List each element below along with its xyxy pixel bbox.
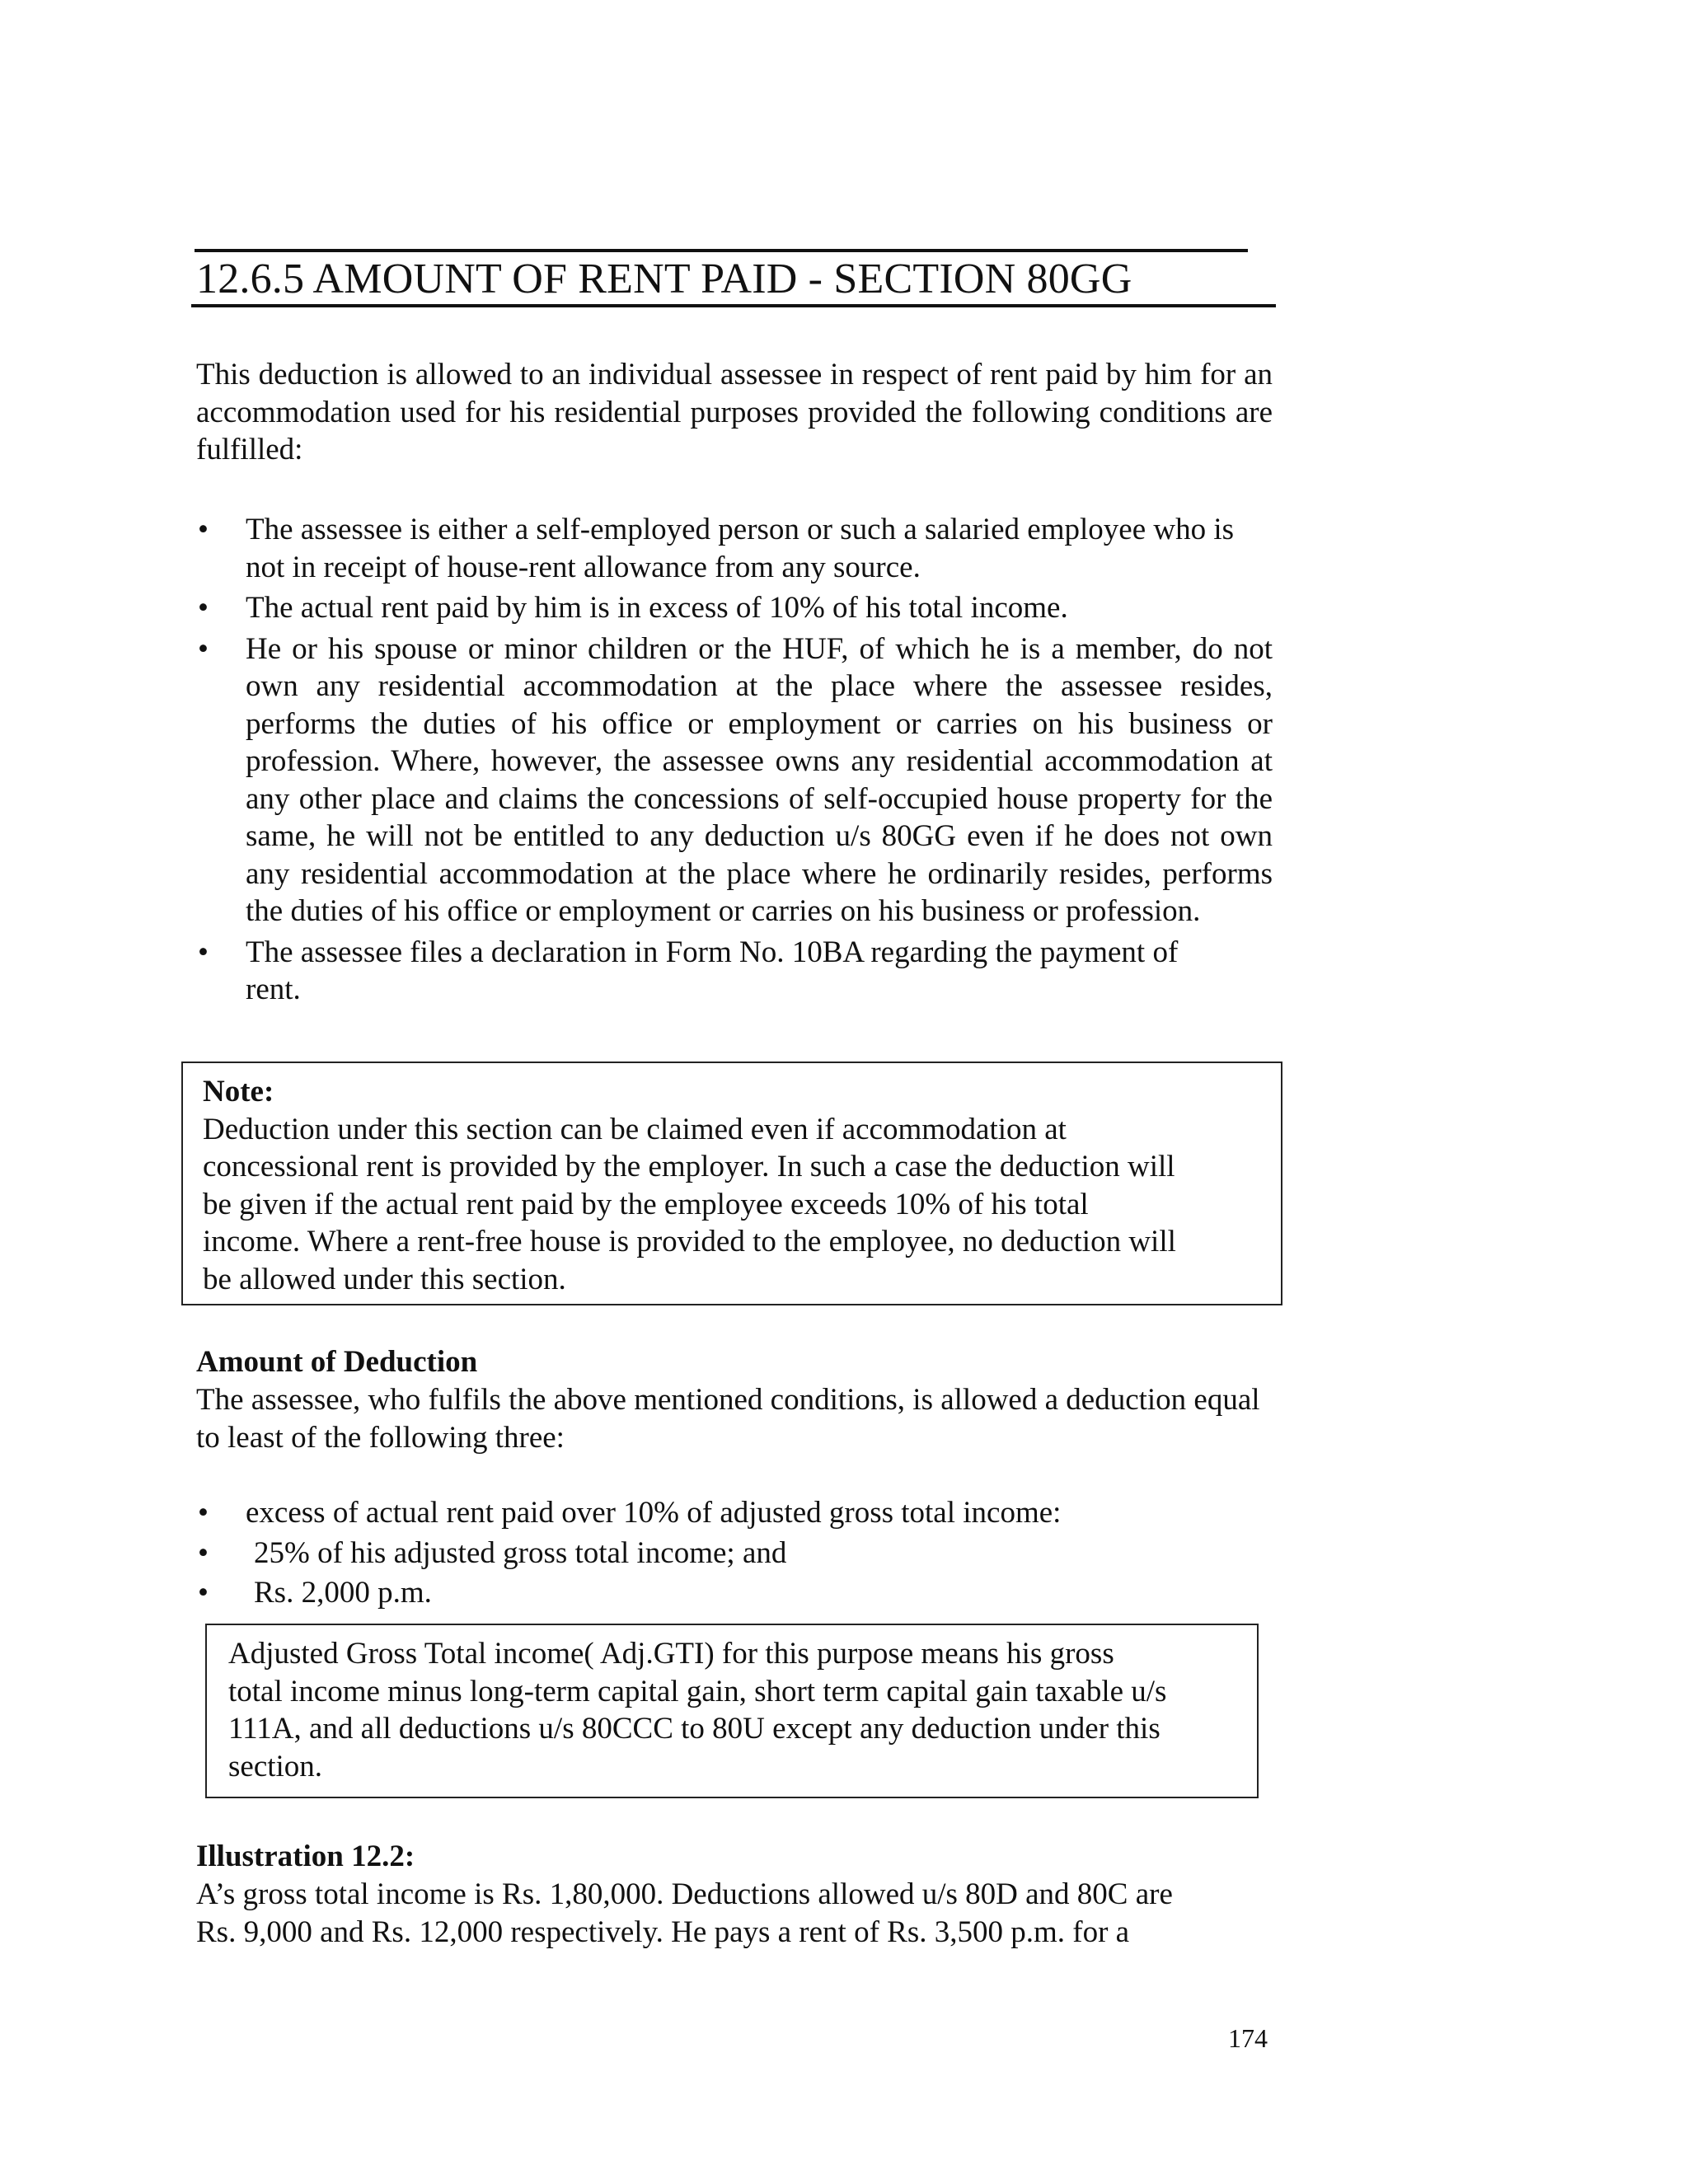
illustration-body <box>196 1876 1273 1951</box>
condition-text: The actual rent paid by him is in excess of 10% of his total income. <box>246 591 1068 625</box>
amount-of-deduction-intro: The assessee, who fulfils the above mentioned conditions, is allowed a deduction equal to least of the following three: <box>196 1383 1260 1455</box>
heading-rule-top <box>195 249 1248 252</box>
bullet-icon: • <box>198 591 209 625</box>
section-heading: 12.6.5 AMOUNT OF RENT PAID - SECTION 80GG <box>196 255 1132 302</box>
amount-of-deduction-title: Amount of Deduction <box>196 1345 478 1379</box>
list-item <box>196 1494 1273 1532</box>
illustration-line: Rs. 9,000 and Rs. 12,000 respectively. He pays a rent of Rs. 3,500 p.m. for a <box>196 1915 1130 1949</box>
illustration-title: Illustration 12.2: <box>196 1840 415 1873</box>
list-item <box>196 511 1273 586</box>
deduction-item-text: 25% of his adjusted gross total income; and <box>254 1535 787 1570</box>
note-title: Note: <box>203 1075 274 1108</box>
note-line: be allowed under this section. <box>203 1262 566 1296</box>
bullet-icon: • <box>198 513 209 546</box>
deduction-item-text: Rs. 2,000 p.m. <box>254 1576 432 1610</box>
heading-rule-bottom <box>191 304 1276 307</box>
condition-text: The assessee files a declaration in Form No. 10BA regarding the payment of rent. <box>246 935 1179 1006</box>
deduction-item-text: excess of actual rent paid over 10% of adjusted gross total income: <box>246 1496 1062 1530</box>
adjusted-gti-box <box>205 1624 1259 1798</box>
note-line: Deduction under this section can be claimed even if accommodation at <box>203 1112 1067 1146</box>
note-line: income. Where a rent-free house is provided to the employee, no deduction will <box>203 1225 1176 1258</box>
bullet-icon: • <box>198 631 209 666</box>
condition-text: He or his spouse or minor children or the HUF, of which he is a member, do not own any residential accommodation at the place where the assessee resides, performs the duties of his office or employment or carries on his business or profession. Where, however, the assessee owns any residential accommodation at any other place and claims the concessions of self-occupied house property for the same, he will not be entitled to any deduction u/s 80GG even if he does not own any residential accommodation at the place where he ordinarily resides, performs the duties of his office or employment or carries on his business or profession. <box>246 631 1273 928</box>
condition-text: The assessee is either a self-employed person or such a salaried employee who is not in receipt of house-rent allowance from any source. <box>246 513 1235 584</box>
deduction-items-list <box>196 1494 1273 1612</box>
adjusted-gti-line: 111A, and all deductions u/s 80CCC to 80U except any deduction under this <box>228 1712 1160 1746</box>
bullet-icon: • <box>198 1496 209 1530</box>
page-number: 174 <box>1228 2023 1268 2053</box>
bullet-icon: • <box>198 1576 209 1610</box>
list-item <box>196 934 1273 1009</box>
conditions-list <box>196 511 1273 1009</box>
bullet-icon: • <box>198 935 209 969</box>
adjusted-gti-line: Adjusted Gross Total income( Adj.GTI) for this purpose means his gross <box>228 1637 1114 1671</box>
note-line: concessional rent is provided by the employer. In such a case the deduction will <box>203 1150 1175 1183</box>
intro-paragraph: This deduction is allowed to an individual assessee in respect of rent paid by him for an accommodation used for his residential purposes provided the following conditions are fulfilled: <box>196 358 1273 466</box>
adjusted-gti-line: section. <box>228 1749 323 1783</box>
note-line: be given if the actual rent paid by the employee exceeds 10% of his total <box>203 1187 1089 1221</box>
illustration-line: A’s gross total income is Rs. 1,80,000. Deductions allowed u/s 80D and 80C are <box>196 1877 1173 1911</box>
bullet-icon: • <box>198 1535 209 1570</box>
list-item <box>196 630 1273 930</box>
note-box <box>181 1062 1282 1305</box>
list-item <box>196 1535 1273 1572</box>
list-item <box>196 1574 1273 1612</box>
list-item <box>196 589 1273 627</box>
adjusted-gti-line: total income minus long-term capital gain, short term capital gain taxable u/s <box>228 1674 1167 1708</box>
